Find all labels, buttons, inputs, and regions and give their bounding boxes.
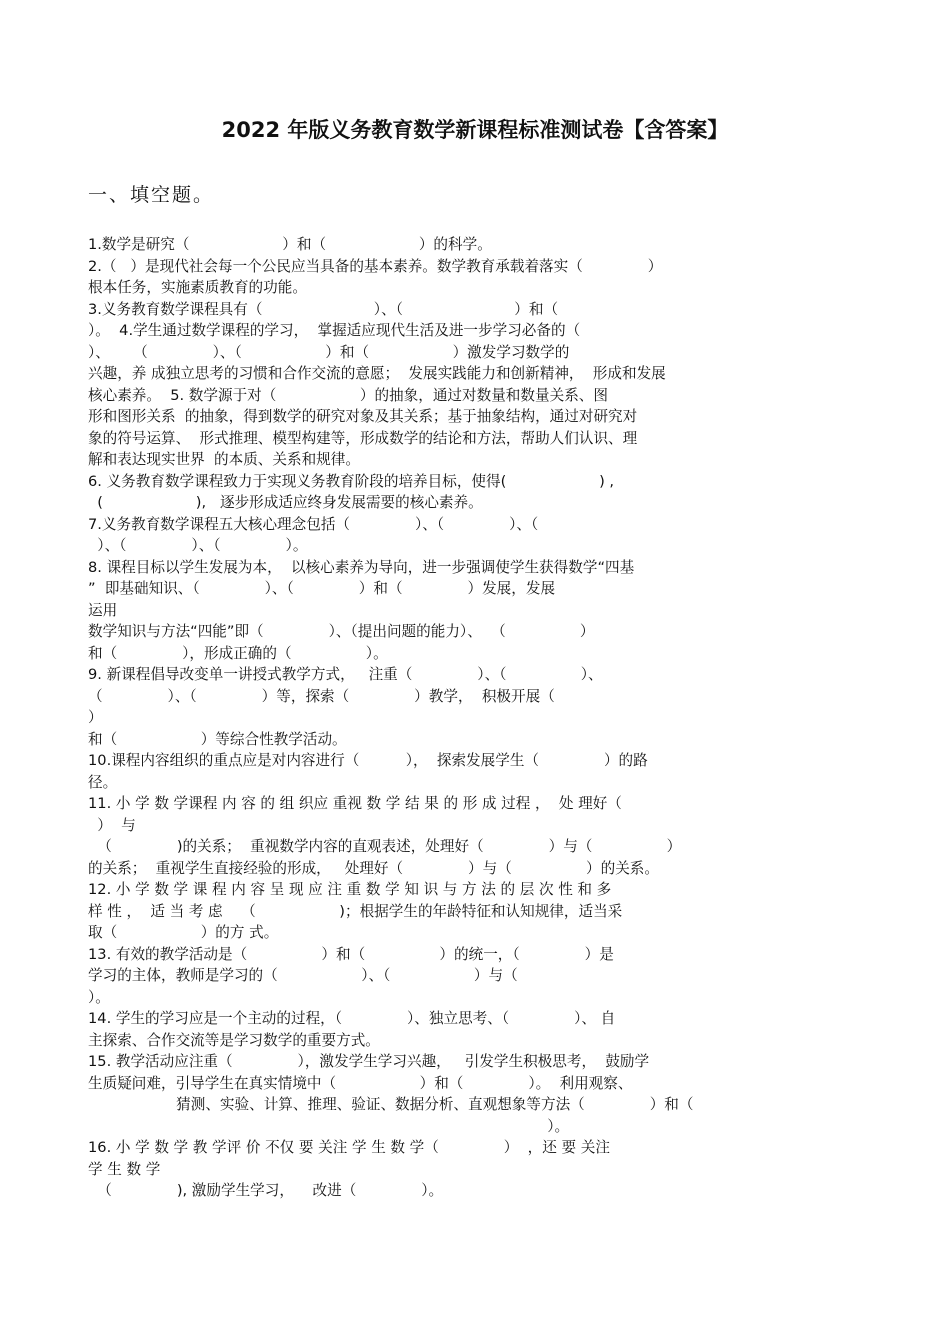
text-line: 2.（ ）是现代社会每一个公民应当具备的基本素养。数学教育承载着落实（ ） — [88, 257, 663, 275]
text-line: （ ), 激励学生学习， 改进（ ）。 — [88, 1182, 444, 1199]
text-line: 6. 义务教育数学课程致力于实现义务教育阶段的培养目标，使得( ) , — [88, 472, 615, 490]
section-heading: 一、填空题。 — [88, 184, 215, 206]
text-line: 和（ ），形成正确的（ ）。 — [88, 644, 388, 662]
text-line: 14. 学生的学习应是一个主动的过程，（ ）、独立思考、（ ）、 自 — [88, 1010, 616, 1027]
text-line: 径。 — [88, 773, 118, 791]
text-line: 11. 小 学 数 学课程 内 容 的 组 织应 重视 数 学 结 果 的 形 成 过程 ， 处 理好（ — [88, 795, 622, 812]
text-line: 8. 课程目标以学生发展为本， 以核心素养为导向，进一步强调使学生获得数学“四基 — [88, 558, 635, 576]
text-line: 和（ ）等综合性教学活动。 — [88, 730, 347, 748]
text-line: ）。 — [88, 1117, 570, 1135]
text-line: 16. 小 学 数 学 教 学评 价 不仅 要 关注 学 生 数 学（ ） ，还 要 关注 — [88, 1139, 610, 1156]
text-line: 取（ ）的方 式。 — [88, 924, 279, 941]
text-line: 7.义务教育数学课程五大核心理念包括（ ）、（ ）、（ — [88, 515, 539, 533]
text-line: 15. 教学活动应注重（ ），激发学生学习兴趣， 引发学生积极思考， 鼓励学 — [88, 1053, 650, 1070]
text-line: 生质疑问难，引导学生在真实情境中（ ）和（ ）。 利用观察、 — [88, 1074, 633, 1092]
question-body — [88, 234, 870, 1202]
text-line: 学 生 数 学 — [88, 1160, 161, 1178]
text-line: 13. 有效的教学活动是（ ）和（ ）的统一，（ ）是 — [88, 945, 614, 963]
text-line: 核心素养。 5. 数学源于对（ ）的抽象，通过对数量和数量关系、图 — [88, 386, 608, 404]
text-line: ” 即基础知识、（ ）、（ ）和（ ）发展，发展 — [88, 580, 556, 597]
text-line: ）。 — [88, 988, 110, 1006]
text-line: 猜测、实验、计算、推理、验证、数据分析、直观想象等方法（ ）和（ — [88, 1096, 694, 1113]
text-line: （ ）、（ ）等，探索（ ）教学， 积极开展（ — [88, 687, 555, 705]
text-line: 1.数学是研究（ ）和（ ）的科学。 — [88, 236, 492, 253]
text-line: 学习的主体，教师是学习的（ ）、（ ）与（ — [88, 967, 518, 984]
text-line: ）。 4.学生通过数学课程的学习， 掌握适应现代生活及进一步学习必备的（ — [88, 322, 581, 339]
text-line: 运用 — [88, 601, 118, 619]
text-line: 样 性 ， 适 当 考 虑 （ )；根据学生的年龄特征和认知规律，适当采 — [88, 902, 623, 920]
text-line: ( ), 逐步形成适应终身发展需要的核心素养。 — [88, 494, 483, 511]
text-line: 解和表达现实世界 的本质、关系和规律。 — [88, 451, 360, 468]
text-line: （ )的关系； 重视数学内容的直观表述，处理好（ ）与（ ） — [88, 838, 682, 855]
text-line: 9. 新课程倡导改变单一讲授式教学方式， 注重（ ）、（ ）、 — [88, 666, 603, 683]
text-line: ） 与 — [88, 816, 136, 834]
text-line: 的关系； 重视学生直接经验的形成， 处理好（ ）与（ ）的关系。 — [88, 859, 659, 877]
text-line: ）、（ ）、（ ）。 — [88, 537, 308, 554]
text-line: 12. 小 学 数 学 课 程 内 容 呈 现 应 注 重 数 学 知 识 与 方 法 的 层 次 性 和 多 — [88, 881, 612, 898]
text-line: 兴趣，养 成独立思考的习惯和合作交流的意愿； 发展实践能力和创新精神， 形成和发展 — [88, 365, 666, 382]
text-line: 象的符号运算、 形式推理、模型构建等，形成数学的结论和方法，帮助人们认识、理 — [88, 429, 638, 447]
text-line: ） — [88, 709, 103, 726]
text-line: 根本任务，实施素质教育的功能。 — [88, 279, 307, 296]
text-line: 数学知识与方法“四能”即（ ）、（提出问题的能力）、 （ ） — [88, 623, 595, 640]
document-title: 2022 年版义务教育数学新课程标准测试卷【含答案】 — [221, 118, 729, 142]
text-line: ）、 （ ）、（ ）和（ ）激发学习数学的 — [88, 343, 570, 361]
text-line: 形和图形关系 的抽象，得到数学的研究对象及其关系；基于抽象结构，通过对研究对 — [88, 408, 638, 425]
text-line: 3.义务教育数学课程具有（ ）、（ ）和（ — [88, 300, 559, 318]
text-line: 主探索、合作交流等是学习数学的重要方式。 — [88, 1031, 380, 1049]
text-line: 10.课程内容组织的重点应是对内容进行（ ）， 探索发展学生（ ）的路 — [88, 752, 648, 769]
